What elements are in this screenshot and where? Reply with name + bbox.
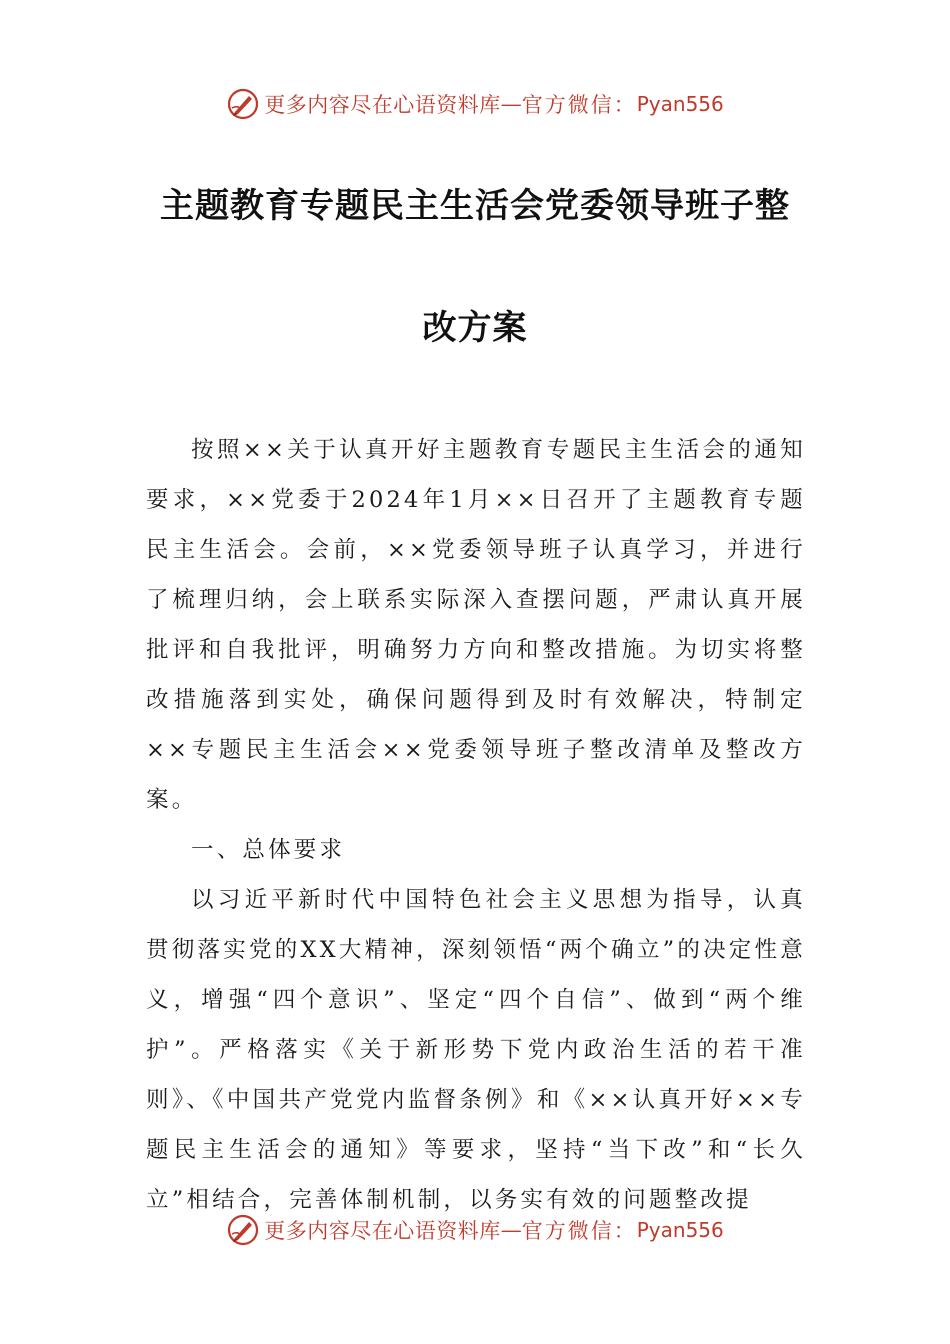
banner-separator: —	[500, 1218, 522, 1242]
pen-logo-icon	[226, 87, 260, 121]
banner-wechat-label: 官方微信：	[521, 93, 637, 117]
document-title-line2: 改方案	[422, 308, 528, 348]
pen-logo-icon	[226, 1213, 260, 1247]
document-body	[146, 425, 806, 1225]
section-heading-general-requirements: 一、总体要求	[191, 837, 346, 863]
banner-slogan: 更多内容尽在心语资料库	[264, 93, 501, 117]
banner-separator: —	[500, 92, 522, 116]
footer-banner	[0, 1210, 950, 1250]
banner-wechat-label: 官方微信：	[521, 1219, 637, 1243]
paragraph-intro: 按照××关于认真开好主题教育专题民主生活会的通知要求，××党委于2024年1月××日召开了主题教育专题民主生活会。会前，××党委领导班子认真学习，并进行了梳理归纳，会上联系实际深入查摆问题，严肃认真开展批评和自我批评，明确努力方向和整改措施。为切实将整改措施落到实处，确保问题得到及时有效解决，特制定××专题民主生活会××党委领导班子整改清单及整改方案。	[146, 437, 806, 813]
header-banner	[0, 84, 950, 124]
paragraph-general-requirements: 以习近平新时代中国特色社会主义思想为指导，认真贯彻落实党的XX大精神，深刻领悟“两个确立”的决定性意义，增强“四个意识”、坚定“四个自信”、做到“两个维护”。严格落实《关于新形势下党内政治生活的若干准则》、《中国共产党党内监督条例》和《××认真开好××专题民主生活会的通知》等要求，坚持“当下改”和“长久立”相结合，完善体制机制，以务实有效的问题整改提	[146, 887, 806, 1213]
document-title-line1: 主题教育专题民主生活会党委领导班子整	[160, 186, 790, 226]
banner-slogan: 更多内容尽在心语资料库	[264, 1219, 501, 1243]
banner-wechat-id: Pyan556	[636, 92, 724, 116]
banner-wechat-id: Pyan556	[636, 1218, 724, 1242]
